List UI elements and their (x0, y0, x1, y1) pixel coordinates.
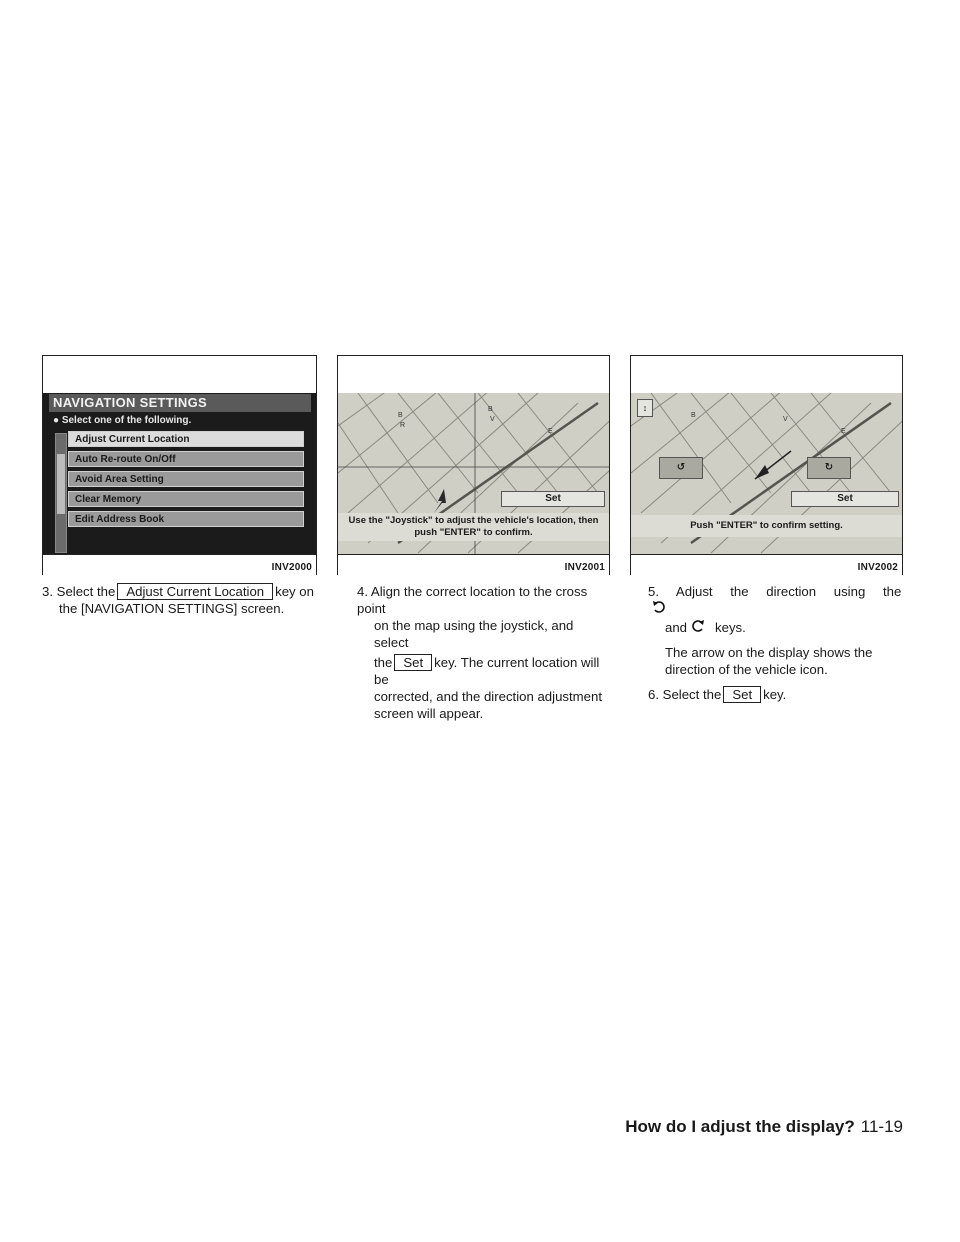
rotate-clockwise-button[interactable] (807, 457, 851, 479)
menu-item-avoid-area[interactable]: Avoid Area Setting (68, 471, 304, 487)
instruction-message: Use the "Joystick" to adjust the vehicle's location, then push "ENTER" to confirm. (338, 513, 609, 541)
rotate-counterclockwise-icon (652, 600, 666, 614)
svg-text:R: R (400, 422, 406, 429)
svg-text:B: B (691, 412, 696, 419)
page-number: 11-19 (860, 1117, 903, 1136)
figure-code: INV2002 (857, 562, 898, 573)
figure-code: INV2000 (271, 562, 312, 573)
scale-toggle-icon[interactable]: ↕ (637, 399, 653, 417)
page-footer (625, 1117, 903, 1137)
direction-adjust-screen (631, 393, 902, 555)
set-button[interactable]: Set (791, 491, 899, 507)
figure-caption-bar (631, 554, 902, 575)
menu-item-edit-address-book[interactable]: Edit Address Book (68, 511, 304, 527)
key-adjust-current-location: Adjust Current Location (117, 583, 273, 600)
figure-inv2000 (42, 355, 317, 575)
menu-item-adjust-current-location[interactable]: Adjust Current Location (68, 431, 304, 447)
key-set: Set (723, 686, 761, 703)
figure-caption-bar (338, 554, 609, 575)
map-screen (338, 393, 609, 555)
menu-item-auto-reroute[interactable]: Auto Re-route On/Off (68, 451, 304, 467)
section-title: How do I adjust the display? (625, 1117, 855, 1136)
set-button[interactable]: Set (501, 491, 605, 507)
rotate-counterclockwise-button[interactable] (659, 457, 703, 479)
figure-inv2002 (630, 355, 903, 575)
rotate-clockwise-icon (691, 619, 705, 633)
rotate-cw-icon: ↻ (824, 462, 834, 473)
confirm-message: Push "ENTER" to confirm setting. (631, 515, 902, 537)
navigation-settings-screen (43, 393, 316, 555)
figure-inv2001 (337, 355, 610, 575)
screen-title: NAVIGATION SETTINGS (49, 394, 311, 412)
scrollbar[interactable] (55, 433, 67, 553)
svg-text:V: V (783, 416, 788, 423)
key-set: Set (394, 654, 432, 671)
step-5-6-text: 5. Adjust the direction using the and keys. The arrow on the display shows the direction of the vehicle icon. 6. Select the Set key. (648, 584, 902, 702)
menu-item-clear-memory[interactable]: Clear Memory (68, 491, 304, 507)
direction-arrow-icon (755, 465, 769, 479)
svg-text:E: E (841, 428, 846, 435)
svg-text:V: V (490, 416, 495, 423)
svg-text:E: E (548, 428, 553, 435)
step-4-text: 4. Align the correct location to the cross point on the map using the joystick, and select the Set key. The current location will be corrected, and the direction adjustment screen will appear. (357, 584, 602, 721)
scrollbar-thumb[interactable] (57, 454, 65, 514)
svg-text:B: B (488, 406, 493, 413)
rotate-ccw-icon: ↺ (676, 462, 686, 473)
svg-text:B: B (398, 412, 403, 419)
step-3-text: 3. Select the Adjust Current Location key on the [NAVIGATION SETTINGS] screen. (42, 584, 314, 616)
figure-caption-bar (43, 554, 316, 575)
figure-code: INV2001 (564, 562, 605, 573)
screen-subtitle: ● Select one of the following. (53, 415, 192, 426)
